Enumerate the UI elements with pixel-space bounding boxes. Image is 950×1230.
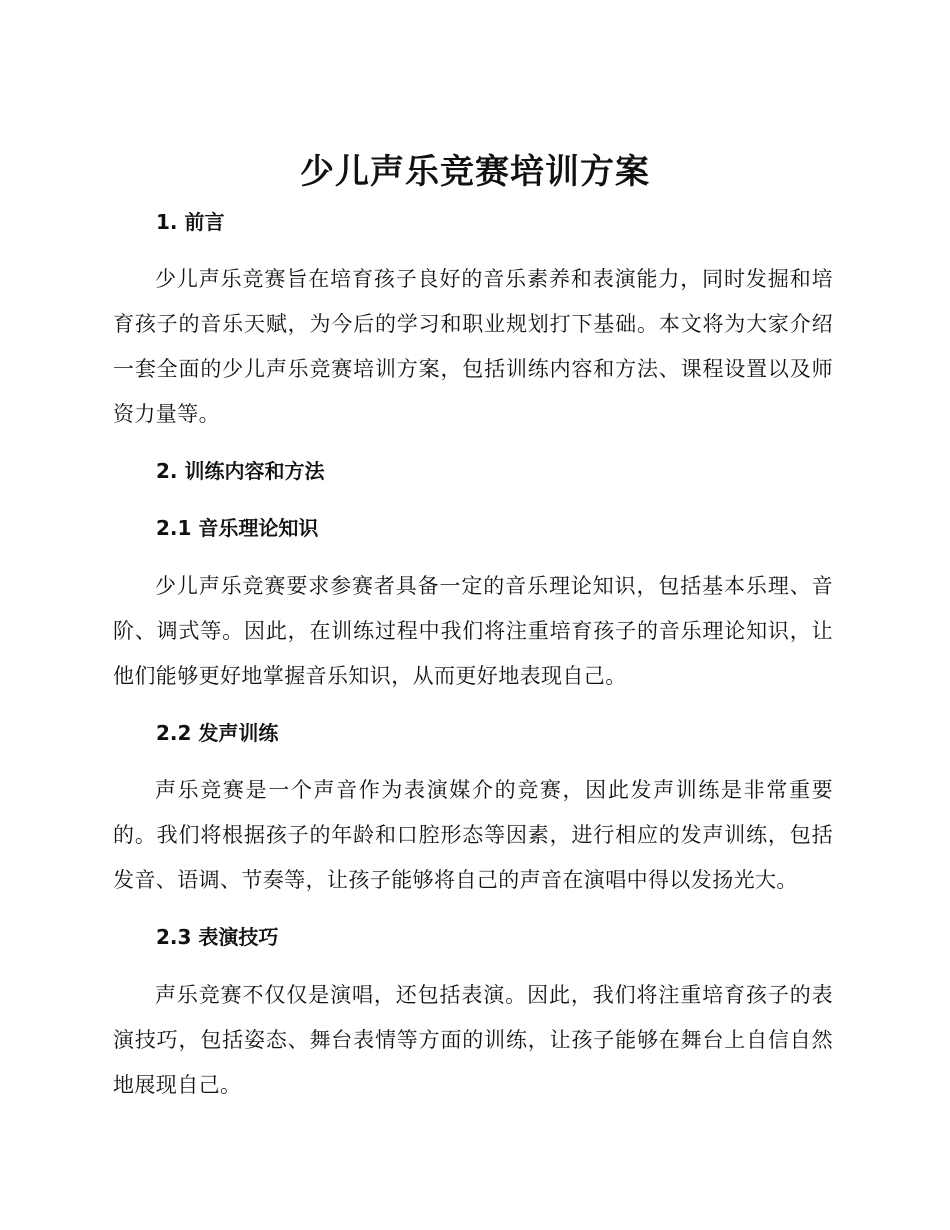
paragraph-preface: 少儿声乐竞赛旨在培育孩子良好的音乐素养和表演能力，同时发掘和培育孩子的音乐天赋，为今后的学习和职业规划打下基础。本文将为大家介绍一套全面的少儿声乐竞赛培训方案，包括训练内容和方法、课程设置以及师资力量等。 (113, 267, 833, 426)
document-title: 少儿声乐竞赛培训方案 (300, 152, 650, 192)
section-heading-preface: 1. 前言 (156, 210, 225, 234)
paragraph-performance: 声乐竞赛不仅仅是演唱，还包括表演。因此，我们将注重培育孩子的表演技巧，包括姿态、舞台表情等方面的训练，让孩子能够在舞台上自信自然地展现自己。 (113, 983, 833, 1097)
paragraph-music-theory: 少儿声乐竞赛要求参赛者具备一定的音乐理论知识，包括基本乐理、音阶、调式等。因此，在训练过程中我们将注重培育孩子的音乐理论知识，让他们能够更好地掌握音乐知识，从而更好地表现自己。 (113, 574, 833, 688)
section-heading-training: 2. 训练内容和方法 (156, 459, 325, 483)
section-heading-performance: 2.3 表演技巧 (156, 925, 279, 949)
paragraph-vocal-training: 声乐竞赛是一个声音作为表演媒介的竞赛，因此发声训练是非常重要的。我们将根据孩子的年龄和口腔形态等因素，进行相应的发声训练，包括发音、语调、节奏等，让孩子能够将自己的声音在演唱中得以发扬光大。 (113, 778, 833, 892)
section-heading-music-theory: 2.1 音乐理论知识 (156, 516, 319, 540)
section-heading-vocal-training: 2.2 发声训练 (156, 721, 279, 745)
